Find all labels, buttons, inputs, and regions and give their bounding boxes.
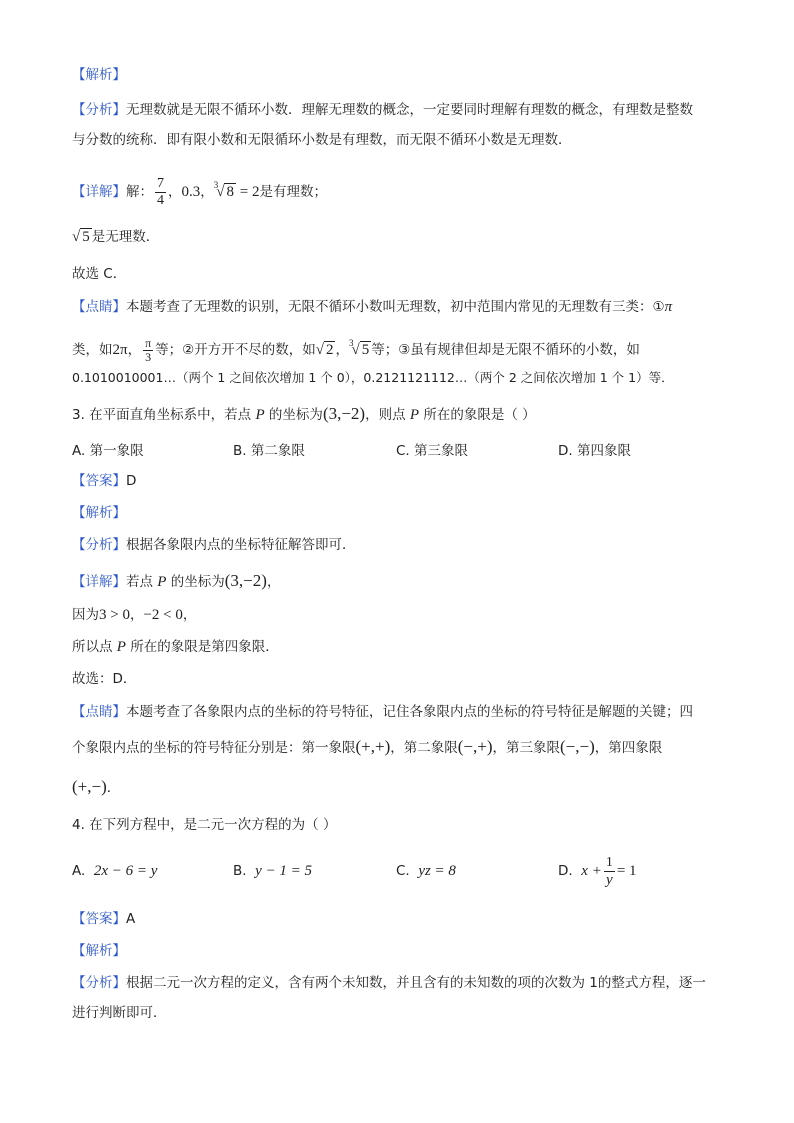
dianjing-line-3: 0.1010010001…（两个 1 之间依次增加 1 个 0），0.2121121112…（两个 2 之间依次增加 1 个 1）等．: [72, 370, 674, 385]
xiangjie-line-1: 【详解】解： $\frac{7}{4}$ ，0.3，$^3$√ 8 = 2是有理数；: [72, 175, 327, 208]
answer-value: D: [126, 473, 137, 489]
q3-xiangjie-2: 因为3 > 0，−2 < 0，: [72, 607, 197, 623]
q3-jiexi: 【解析】: [72, 505, 126, 521]
fenxi-tag: 【分析】: [72, 102, 126, 118]
q3-xiangjie-1: 【详解】若点 P 的坐标为(3,−2)，: [72, 571, 281, 590]
q3-option-a: A. 第一象限: [72, 443, 144, 459]
q3-fenxi: 【分析】根据各象限内点的坐标特征解答即可．: [72, 537, 356, 553]
dianjing-line-2: 类，如2π， $\frac{\pi}{3}$ 等；②开方开不尽的数，如√ 2 ，$^3$√ 5 等；③虽有规律但却是无限不循环的小数，如: [72, 335, 640, 364]
fraction-1-y: $\frac{1}{y}$: [605, 854, 613, 888]
cube-root-8: $^3$√ 8: [213, 180, 234, 200]
q4-answer: 【答案】A: [72, 911, 136, 927]
q3-xiangjie-4: 故选：D．: [72, 671, 137, 687]
q3-xiangjie-3: 所以点 P 所在的象限是第四象限．: [72, 639, 279, 655]
jiexi-tag: 【解析】: [72, 67, 126, 83]
fraction-pi-3: $\frac{\pi}{3}$: [145, 335, 152, 364]
dianjing-tag: 【点睛】: [72, 299, 126, 315]
fenxi-line-1: [72, 99, 734, 121]
q3-answer: [72, 470, 734, 492]
fraction-7-4: $\frac{7}{4}$: [157, 175, 164, 208]
q3-stem: 3. 在平面直角坐标系中，若点 P 的坐标为(3,−2)，则点 P 所在的象限是（ ）: [72, 404, 536, 423]
q4-fenxi-2: 进行判断即可．: [72, 1005, 167, 1021]
irrational-text: 是无理数．: [91, 229, 160, 245]
dianjing-line-1: 【点睛】本题考查了无理数的识别，无限不循环小数叫无理数，初中范围内常见的无理数有三类：①π: [72, 299, 673, 315]
xiangjie-prefix: 解：: [126, 184, 153, 200]
answer-line-1: 故选 C．: [72, 266, 127, 282]
q4-fenxi-1: 【分析】根据二元一次方程的定义，含有两个未知数，并且含有的未知数的项的次数为 1的整式方程，逐一: [72, 975, 706, 991]
q3-dianjing-3: (+,−)．: [72, 777, 121, 796]
cube-root-5: $^3$√ 5: [348, 338, 370, 358]
q4-option-d: D. x + $\frac{1}{y}$ = 1: [558, 854, 637, 888]
fenxi-text: 无理数就是无限不循环小数．理解无理数的概念，一定要同时理解有理数的概念，有理数是整数: [126, 102, 693, 118]
q3-option-d: D. 第四象限: [558, 443, 631, 459]
q3-option-b: B. 第二象限: [233, 443, 305, 459]
rational-text: 是有理数；: [259, 184, 327, 200]
fenxi-text: 与分数的统称．即有限小数和无限循环小数是有理数，而无限不循环小数是无理数．: [72, 132, 572, 148]
sqrt-5: √ 5: [72, 229, 90, 245]
answer-tag: 【答案】: [72, 473, 126, 489]
fenxi-line-2: [72, 129, 734, 151]
value-0-3: 0.3: [181, 184, 201, 200]
q3-dianjing-1: 【点睛】本题考查了各象限内点的坐标的符号特征，记住各象限内点的坐标的符号特征是解题的关键；四: [72, 704, 693, 720]
jiexi-heading-1: [72, 64, 734, 86]
xiangjie-tag: 【详解】: [72, 184, 126, 200]
q4-option-b: B. y − 1 = 5: [233, 863, 313, 879]
sqrt-2: √ 2: [315, 342, 334, 358]
xiangjie-line-2: [72, 226, 734, 248]
q4-stem: 4. 在下列方程中，是二元一次方程的为（ ）: [72, 817, 337, 833]
equals-2: = 2: [235, 184, 260, 200]
q4-option-c: C. yz = 8: [396, 863, 456, 879]
q4-option-a: A. 2x − 6 = y: [72, 863, 158, 879]
q3-dianjing-2: 个象限内点的坐标的符号特征分别是：第一象限(+,+)，第二象限(−,+)，第三象限(−,−)，第四象限: [72, 737, 663, 756]
q3-option-c: C. 第三象限: [396, 443, 469, 459]
q4-jiexi: 【解析】: [72, 943, 126, 959]
